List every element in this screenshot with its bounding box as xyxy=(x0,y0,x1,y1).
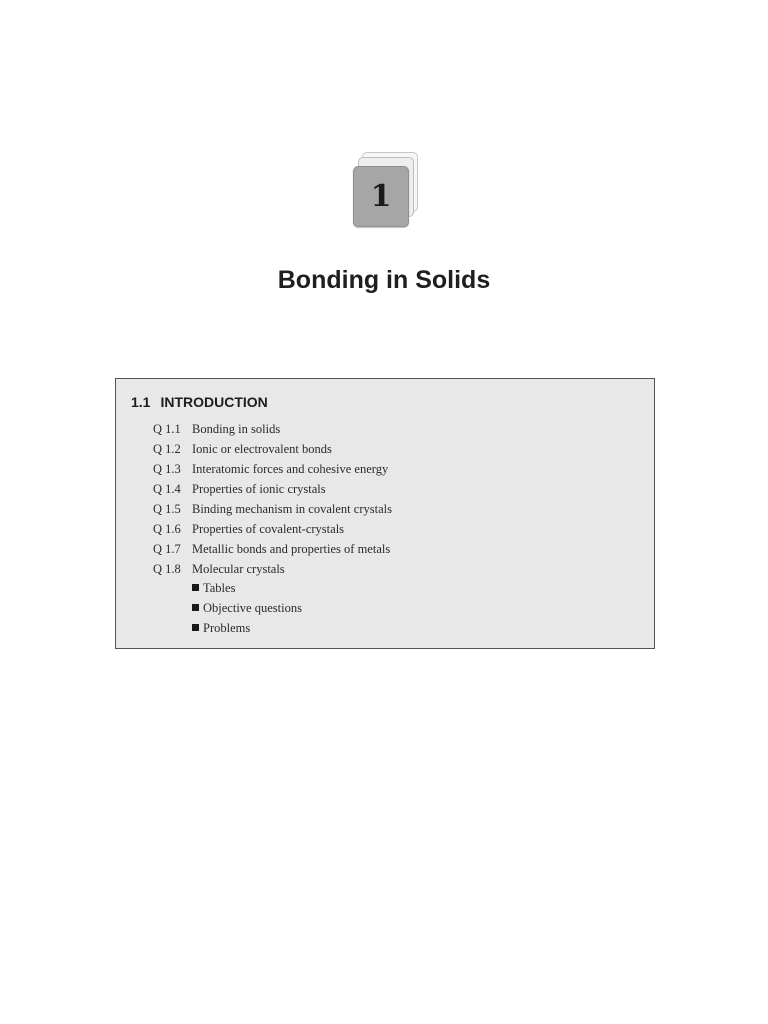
extras-label: Objective questions xyxy=(203,601,302,615)
question-number: Q 1.2 xyxy=(153,442,181,456)
question-title: Interatomic forces and cohesive energy xyxy=(192,462,389,476)
question-item xyxy=(153,499,392,519)
chapter-contents-box xyxy=(115,378,655,649)
question-title: Bonding in solids xyxy=(192,422,281,436)
question-title: Binding mechanism in covalent crystals xyxy=(192,502,392,516)
section-heading xyxy=(131,394,268,410)
extras-label: Problems xyxy=(203,621,251,635)
extras-item-tables xyxy=(192,578,302,598)
question-item xyxy=(153,539,392,559)
question-title: Metallic bonds and properties of metals xyxy=(192,542,391,556)
question-item xyxy=(153,559,392,579)
section-number: 1.1 xyxy=(131,394,151,410)
question-number: Q 1.7 xyxy=(153,542,181,556)
chapter-title: Bonding in Solids xyxy=(277,266,491,294)
question-number: Q 1.5 xyxy=(153,502,181,516)
question-number: Q 1.8 xyxy=(153,562,181,576)
question-item xyxy=(153,439,392,459)
question-item xyxy=(153,519,392,539)
extras-item-objective-questions xyxy=(192,598,302,618)
question-number: Q 1.3 xyxy=(153,462,181,476)
badge-front-layer xyxy=(353,166,409,227)
question-item xyxy=(153,459,392,479)
question-list xyxy=(153,419,392,579)
square-bullet-icon xyxy=(192,624,199,631)
question-title: Ionic or electrovalent bonds xyxy=(192,442,332,456)
extras-label: Tables xyxy=(203,581,236,595)
chapter-number-badge xyxy=(352,152,418,228)
question-title: Molecular crystals xyxy=(192,562,285,576)
extras-list xyxy=(192,578,302,638)
section-title: INTRODUCTION xyxy=(160,394,268,410)
question-number: Q 1.4 xyxy=(153,482,181,496)
question-number: Q 1.6 xyxy=(153,522,181,536)
chapter-number: 1 xyxy=(370,178,392,214)
square-bullet-icon xyxy=(192,604,199,611)
question-number: Q 1.1 xyxy=(153,422,181,436)
question-item xyxy=(153,419,392,439)
square-bullet-icon xyxy=(192,584,199,591)
question-title: Properties of ionic crystals xyxy=(192,482,326,496)
extras-item-problems xyxy=(192,618,302,638)
question-title: Properties of covalent-crystals xyxy=(192,522,345,536)
question-item xyxy=(153,479,392,499)
